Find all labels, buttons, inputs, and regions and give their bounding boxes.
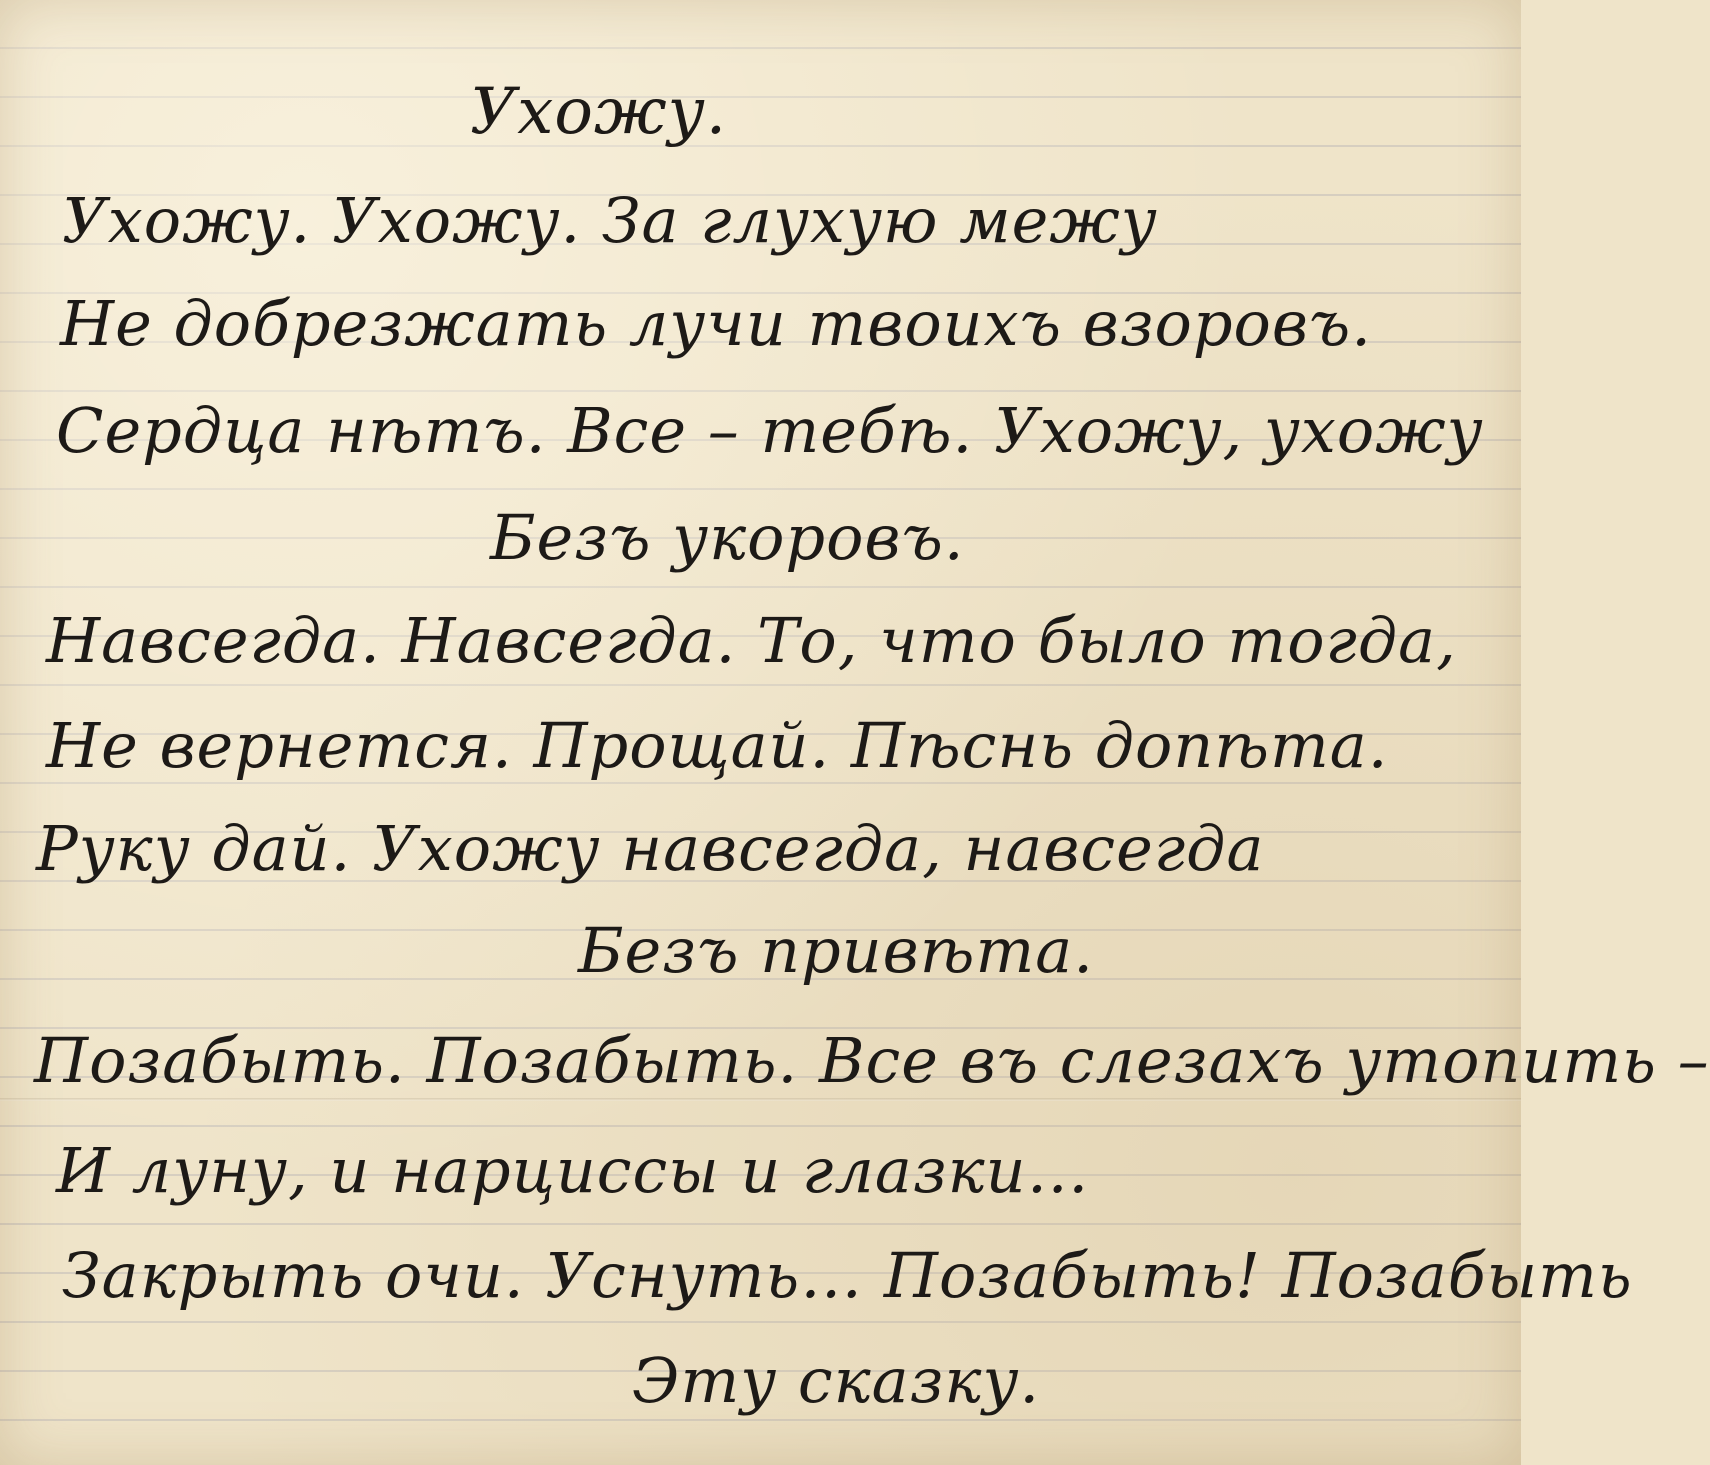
poem-line-8: Безъ привѣта. [578, 914, 1094, 987]
poem-line-2: Не добрезжать лучи твоихъ взоровъ. [60, 287, 1372, 360]
poem-line-7: Руку дай. Ухожу навсегда, навсегда [36, 812, 1265, 885]
poem-line-10: И луну, и нарциссы и глазки… [56, 1134, 1090, 1207]
poem-line-5: Навсегда. Навсегда. То, что было тогда, [46, 604, 1457, 677]
poem-line-9: Позабыть. Позабыть. Все въ слезахъ утопить – [34, 1024, 1710, 1097]
poem-line-4: Безъ укоровъ. [490, 501, 965, 574]
poem-line-12: Эту сказку. [632, 1344, 1041, 1417]
poem-title: Ухожу. [470, 75, 728, 149]
poem-line-3: Сердца нѣтъ. Все – тебѣ. Ухожу, ухожу [56, 394, 1484, 467]
poem-line-1: Ухожу. Ухожу. За глухую межу [62, 184, 1158, 257]
paper-fold [0, 1098, 1521, 1101]
poem-line-6: Не вернется. Прощай. Пѣснь допѣта. [46, 709, 1389, 782]
poem-line-11: Закрыть очи. Уснуть… Позабыть! Позабыть [62, 1239, 1633, 1312]
